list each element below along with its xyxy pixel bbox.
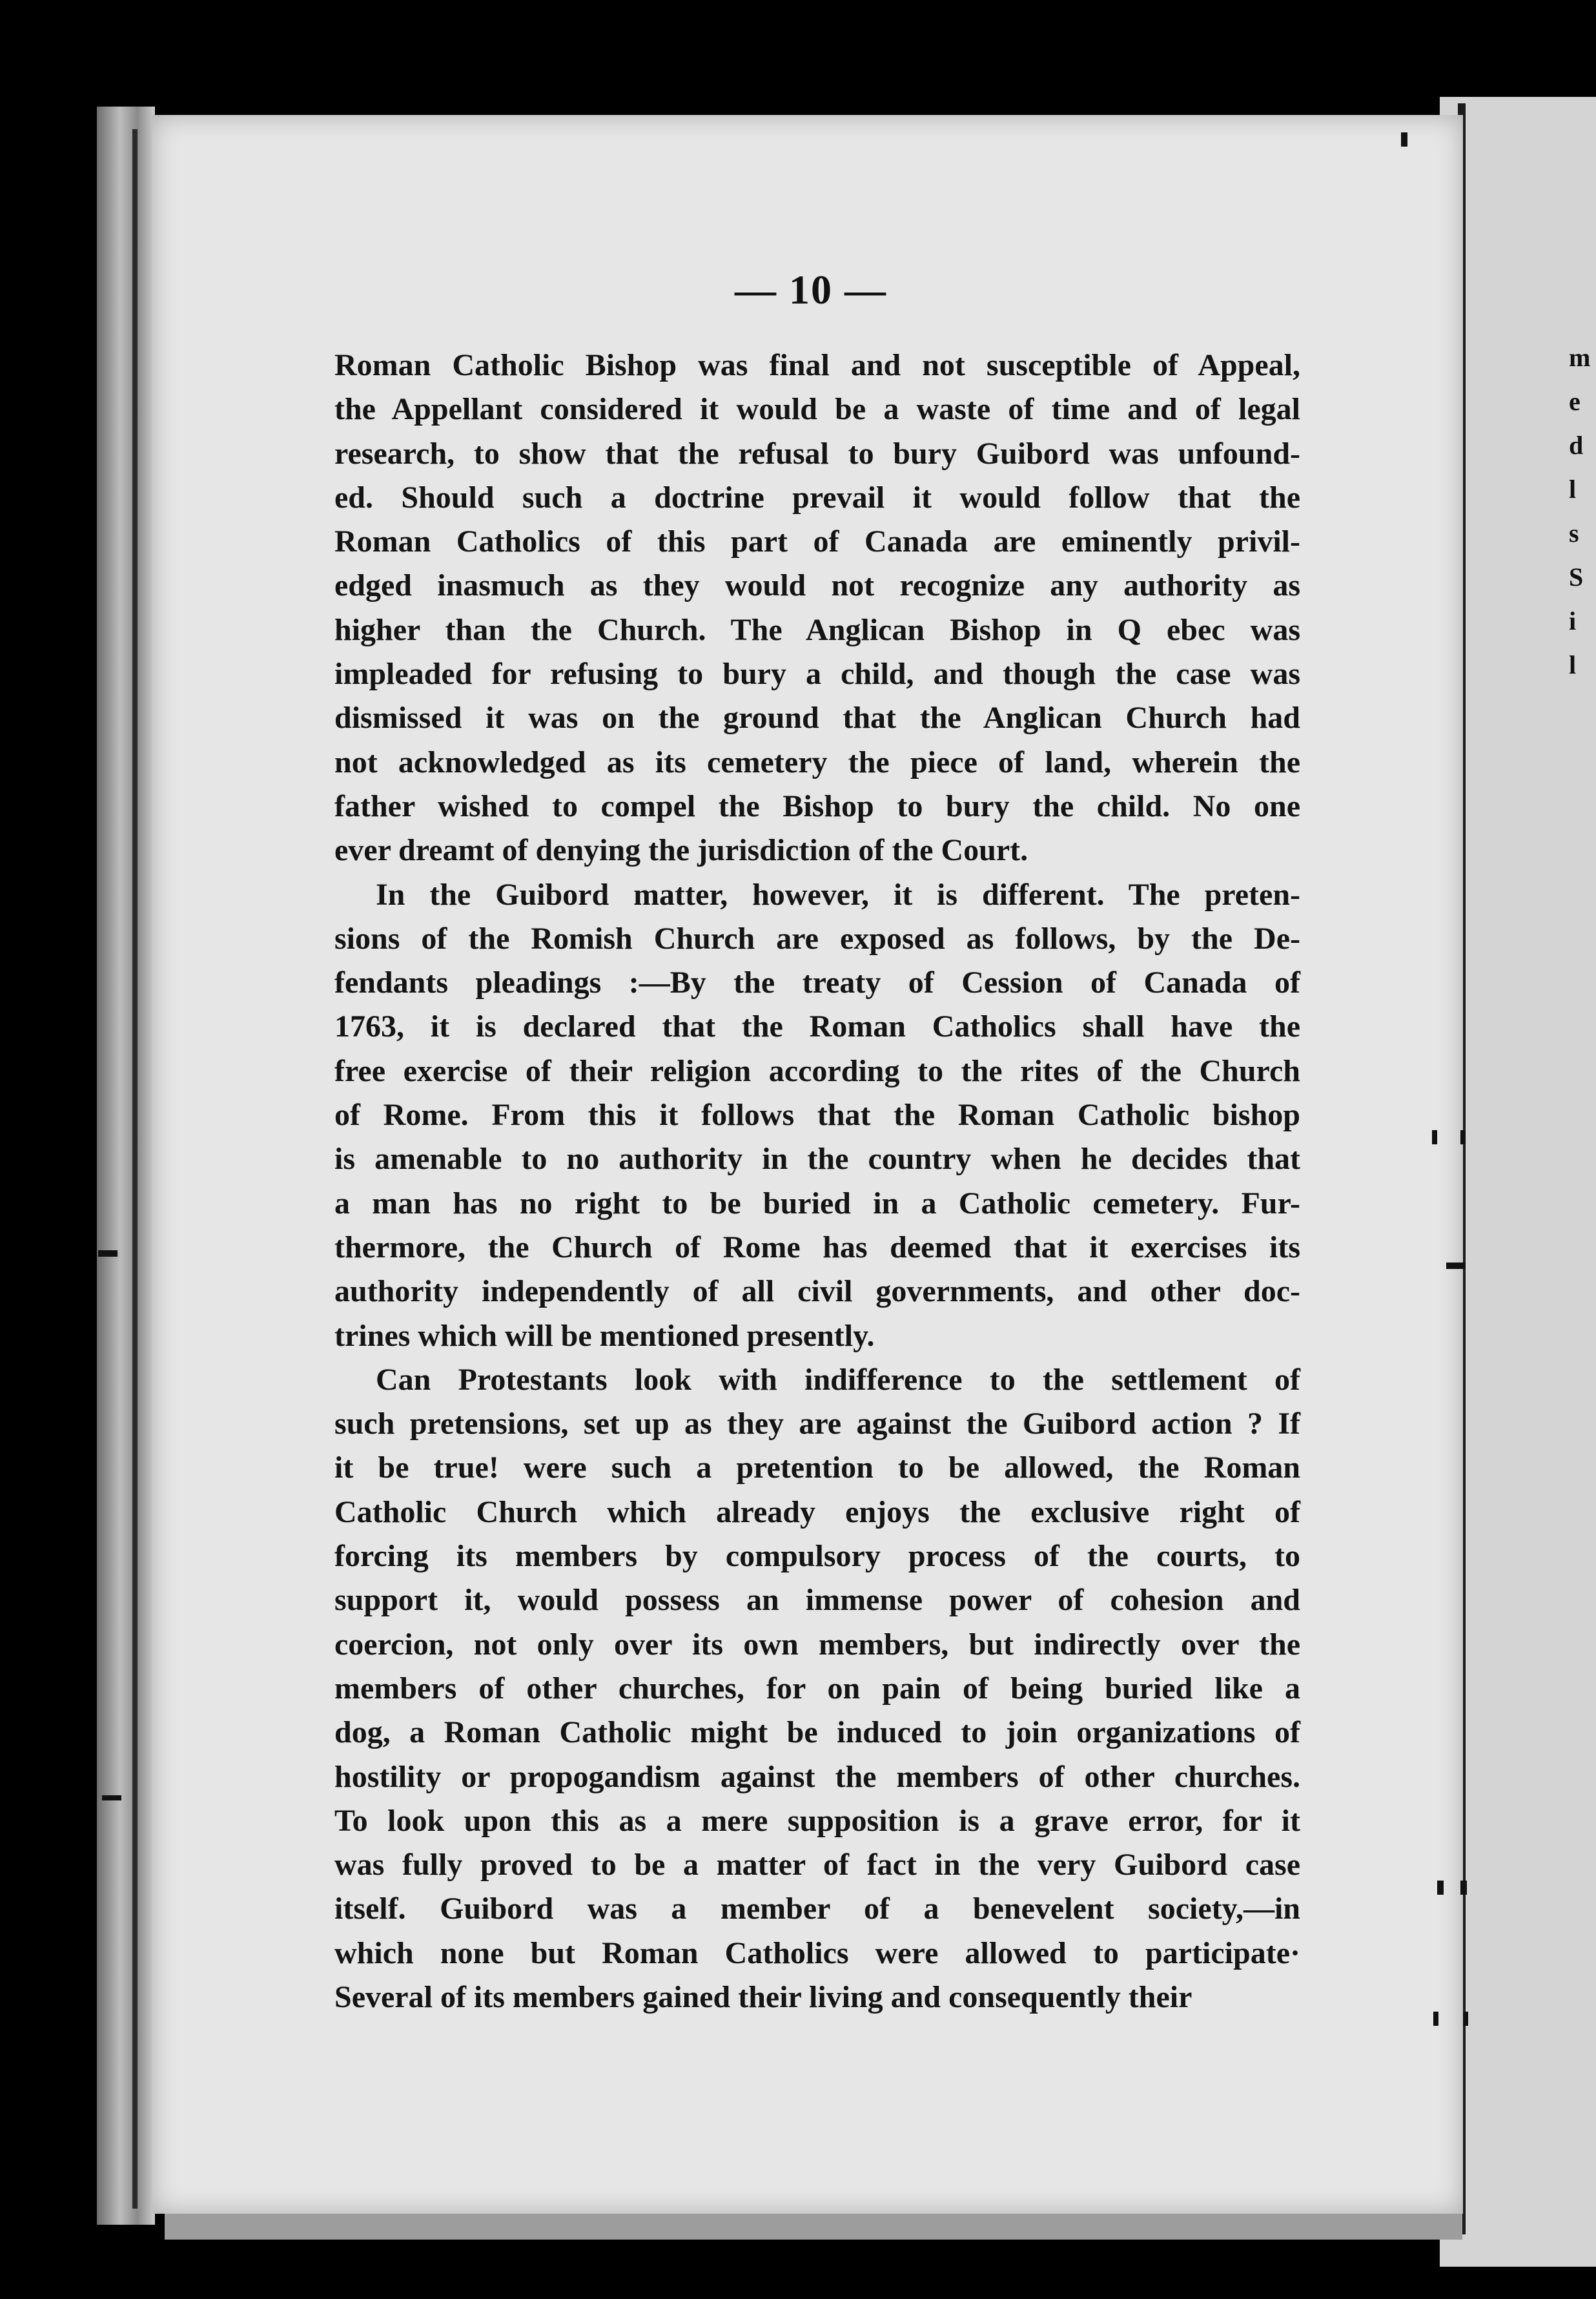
text-line: Several of its members gained their living and consequently their <box>334 1979 1192 2014</box>
text-line: To look upon this as a mere supposition is a grave error, for it <box>334 1803 1300 1838</box>
text-line: which none but Roman Catholics were allowed to participate· <box>334 1935 1300 1970</box>
scan-speck <box>1460 1881 1467 1895</box>
text-line: impleaded for refusing to bury a child, and though the case was <box>334 657 1300 692</box>
facing-fragment: i <box>1569 606 1577 635</box>
text-line: edged inasmuch as they would not recognize any authority as <box>334 568 1300 603</box>
text-line: dismissed it was on the ground that the Anglican Church had <box>334 701 1300 736</box>
text-line: coercion, not only over its own members, but indirectly over the <box>334 1627 1300 1662</box>
text-line: Roman Catholic Bishop was final and not susceptible of Appeal, <box>334 348 1300 382</box>
text-line: not acknowledged as its cemetery the piece of land, wherein the <box>334 745 1300 779</box>
page-bottom-edge <box>165 2214 1462 2240</box>
text-line: a man has no right to be buried in a Catholic cemetery. Fur- <box>334 1186 1300 1221</box>
facing-page-text <box>1569 336 1596 687</box>
text-line: support it, would possess an immense power of cohesion and <box>334 1583 1300 1618</box>
facing-fragment: s <box>1569 519 1579 548</box>
text-line: forcing its members by compulsory process of the courts, to <box>334 1539 1300 1574</box>
text-line: members of other churches, for on pain of being buried like a <box>334 1671 1300 1706</box>
text-line: fendants pleadings :—By the treaty of Cession of Canada of <box>334 965 1300 1000</box>
scan-speck <box>1446 1263 1466 1269</box>
scan-speck <box>1432 1130 1437 1144</box>
facing-fragment: e <box>1569 387 1581 416</box>
book-binding-edge <box>97 107 155 2225</box>
text-line: In the Guibord matter, however, it is different. The preten- <box>376 877 1300 912</box>
text-line: was fully proved to be a matter of fact in the very Guibord case <box>334 1848 1300 1882</box>
scan-speck <box>1460 1130 1466 1144</box>
page-body-text <box>334 344 1300 2019</box>
text-line: higher than the Church. The Anglican Bishop in Q ebec was <box>334 612 1300 647</box>
text-line: it be true! were such a pretention to be allowed, the Roman <box>334 1450 1300 1485</box>
text-line: Can Protestants look with indifference to the settlement of <box>376 1362 1300 1397</box>
scan-speck <box>98 1250 118 1257</box>
facing-fragment: l <box>1569 650 1577 679</box>
text-line: thermore, the Church of Rome has deemed that it exercises its <box>334 1230 1300 1264</box>
scan-speck <box>1463 2012 1468 2026</box>
text-line: ever dreamt of denying the jurisdiction of the Court. <box>334 833 1028 868</box>
text-line: the Appellant considered it would be a waste of time and of legal <box>334 392 1300 427</box>
text-line: father wished to compel the Bishop to bury the child. No one <box>334 789 1300 823</box>
page-number: — 10 — <box>735 267 887 313</box>
paragraph <box>334 1358 1300 2019</box>
paragraph <box>334 344 1300 873</box>
text-line: Catholic Church which already enjoys the exclusive right of <box>334 1494 1300 1529</box>
facing-fragment: S <box>1569 562 1584 592</box>
facing-fragment: m <box>1569 343 1591 372</box>
paragraph <box>334 873 1300 1358</box>
text-line: hostility or propogandism against the members of other churches. <box>334 1759 1300 1794</box>
facing-fragment: l <box>1569 475 1577 504</box>
text-line: research, to show that the refusal to bury Guibord was unfound- <box>334 436 1300 471</box>
text-line: such pretensions, set up as they are against the Guibord action ? If <box>334 1407 1300 1441</box>
text-line: 1763, it is declared that the Roman Catholics shall have the <box>334 1009 1300 1044</box>
text-line: Roman Catholics of this part of Canada are eminently privil- <box>334 524 1300 559</box>
scan-speck <box>1437 1881 1444 1895</box>
scan-speck <box>1433 2012 1438 2026</box>
binding-shadow <box>132 129 138 2209</box>
text-line: itself. Guibord was a member of a benevelent society,—in <box>334 1892 1300 1926</box>
text-line: free exercise of their religion according to the rites of the Church <box>334 1053 1300 1088</box>
text-line: sions of the Romish Church are exposed as follows, by the De- <box>334 921 1300 956</box>
scan-speck <box>1401 132 1407 147</box>
text-line: authority independently of all civil governments, and other doc- <box>334 1274 1300 1309</box>
text-line: of Rome. From this it follows that the Roman Catholic bishop <box>334 1098 1300 1133</box>
facing-fragment: d <box>1569 431 1584 460</box>
scan-speck <box>102 1795 121 1800</box>
text-line: ed. Should such a doctrine prevail it would follow that the <box>334 480 1300 515</box>
text-line: trines which will be mentioned presently. <box>334 1318 875 1353</box>
text-line: is amenable to no authority in the country when he decides that <box>334 1142 1300 1177</box>
text-line: dog, a Roman Catholic might be induced to join organizations of <box>334 1715 1300 1750</box>
